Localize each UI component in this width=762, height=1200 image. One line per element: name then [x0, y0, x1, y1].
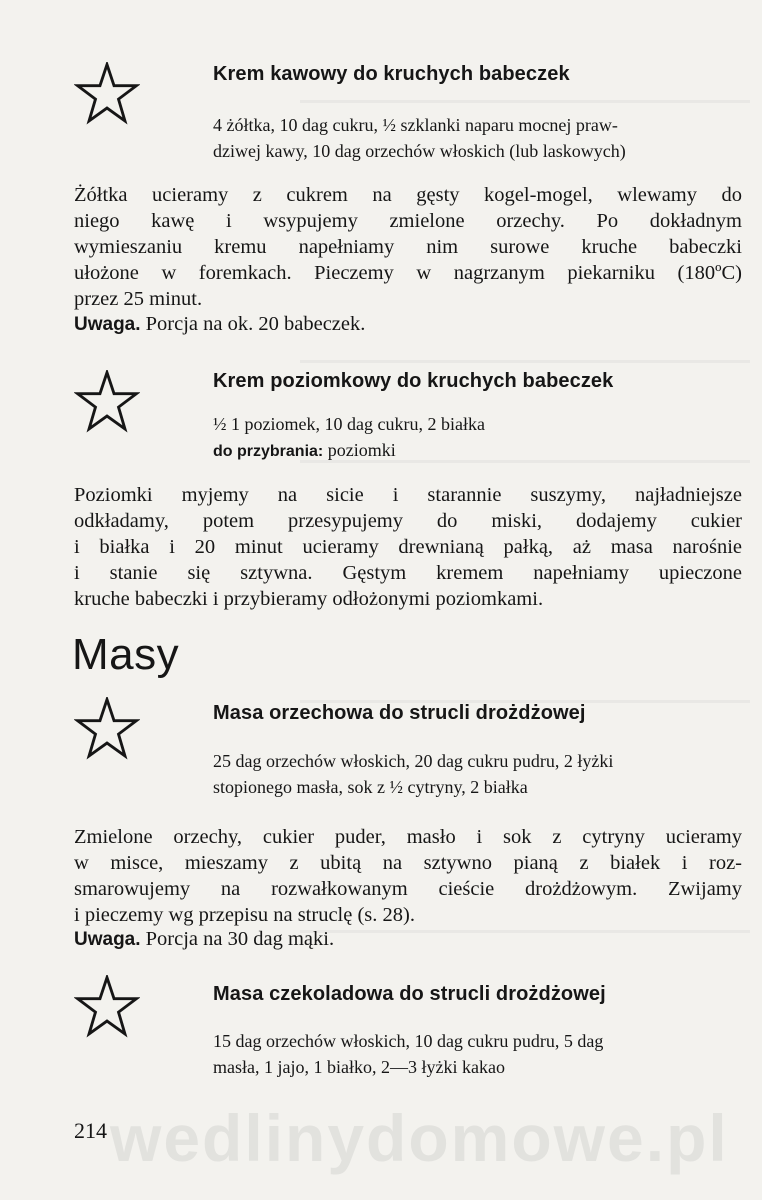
instruction-line: smarowujemy na rozwałkowanym cieście drożdżowym. Zwijamy [74, 878, 742, 900]
ingredients-line: dziwej kawy, 10 dag orzechów włoskich (lub laskowych) [213, 141, 626, 161]
recipe-note [74, 313, 365, 336]
bleed-through-line [300, 930, 750, 933]
ingredients-list [213, 411, 741, 465]
recipe-instructions [74, 482, 742, 612]
recipe-instructions [74, 182, 742, 312]
page-number: 214 [74, 1118, 107, 1143]
ingredients-line: 25 dag orzechów włoskich, 20 dag cukru pudru, 2 łyżki [213, 751, 614, 771]
garnish-label: do przybrania: [213, 443, 324, 460]
note-label: Uwaga. [74, 314, 141, 335]
instruction-line: niego kawę i wsypujemy zmielone orzechy. Po dokładnym [74, 210, 742, 232]
recipe-title: Masa czekoladowa do strucli drożdżowej [213, 983, 606, 1005]
instruction-line: w misce, mieszamy z ubitą na sztywno pianą z białek i roz- [74, 852, 742, 874]
ingredients-list [213, 1028, 741, 1080]
instruction-line: Poziomki myjemy na sicie i starannie suszymy, najładniejsze [74, 484, 742, 506]
garnish-line [213, 437, 741, 465]
watermark: wedlinydomowe.pl [110, 1101, 729, 1175]
bleed-through-line [300, 100, 750, 103]
star-icon [74, 697, 140, 761]
recipe-instructions [74, 824, 742, 928]
ingredients-line: 15 dag orzechów włoskich, 10 dag cukru pudru, 5 dag [213, 1031, 604, 1051]
star-icon [74, 370, 140, 434]
recipe-note [74, 928, 334, 951]
instruction-line: Zmielone orzechy, cukier puder, masło i sok z cytryny ucieramy [74, 826, 742, 848]
instruction-line: i stanie się sztywna. Gęstym kremem napełniamy upieczone [74, 562, 742, 584]
note-label: Uwaga. [74, 929, 141, 950]
ingredients-line: ½ 1 poziomek, 10 dag cukru, 2 białka [213, 414, 485, 434]
instruction-line: i białka i 20 minut ucieramy drewnianą pałką, aż masa narośnie [74, 536, 742, 558]
recipe-title: Masa orzechowa do strucli drożdżowej [213, 702, 586, 724]
note-text: Porcja na ok. 20 babeczek. [145, 313, 366, 335]
ingredients-list [213, 748, 741, 800]
ingredients-line: stopionego masła, sok z ½ cytryny, 2 białka [213, 777, 528, 797]
instruction-line: ułożone w foremkach. Pieczemy w nagrzanym piekarniku (180ºC) [74, 262, 742, 284]
instruction-line: wymieszaniu kremu napełniamy nim surowe kruche babeczki [74, 236, 742, 258]
instruction-line: przez 25 minut. [74, 288, 203, 310]
ingredients-line: 4 żółtka, 10 dag cukru, ½ szklanki naparu mocnej praw- [213, 115, 618, 135]
ingredients-list [213, 112, 741, 164]
ingredients-line: masła, 1 jajo, 1 białko, 2—3 łyżki kakao [213, 1057, 505, 1077]
star-icon [74, 62, 140, 126]
instruction-line: Żółtka ucieramy z cukrem na gęsty kogel-mogel, wlewamy do [74, 184, 742, 206]
instruction-line: odkładamy, potem przesypujemy do miski, dodajemy cukier [74, 510, 742, 532]
instruction-line: kruche babeczki i przybieramy odłożonymi poziomkami. [74, 588, 544, 610]
instruction-line: i pieczemy wg przepisu na struclę (s. 28). [74, 904, 415, 926]
bleed-through-line [300, 360, 750, 363]
section-heading: Masy [72, 630, 180, 679]
garnish-text: poziomki [327, 440, 396, 460]
note-text: Porcja na 30 dag mąki. [145, 928, 335, 950]
recipe-title: Krem kawowy do kruchych babeczek [213, 63, 570, 85]
recipe-title: Krem poziomkowy do kruchych babeczek [213, 370, 614, 392]
star-icon [74, 975, 140, 1039]
